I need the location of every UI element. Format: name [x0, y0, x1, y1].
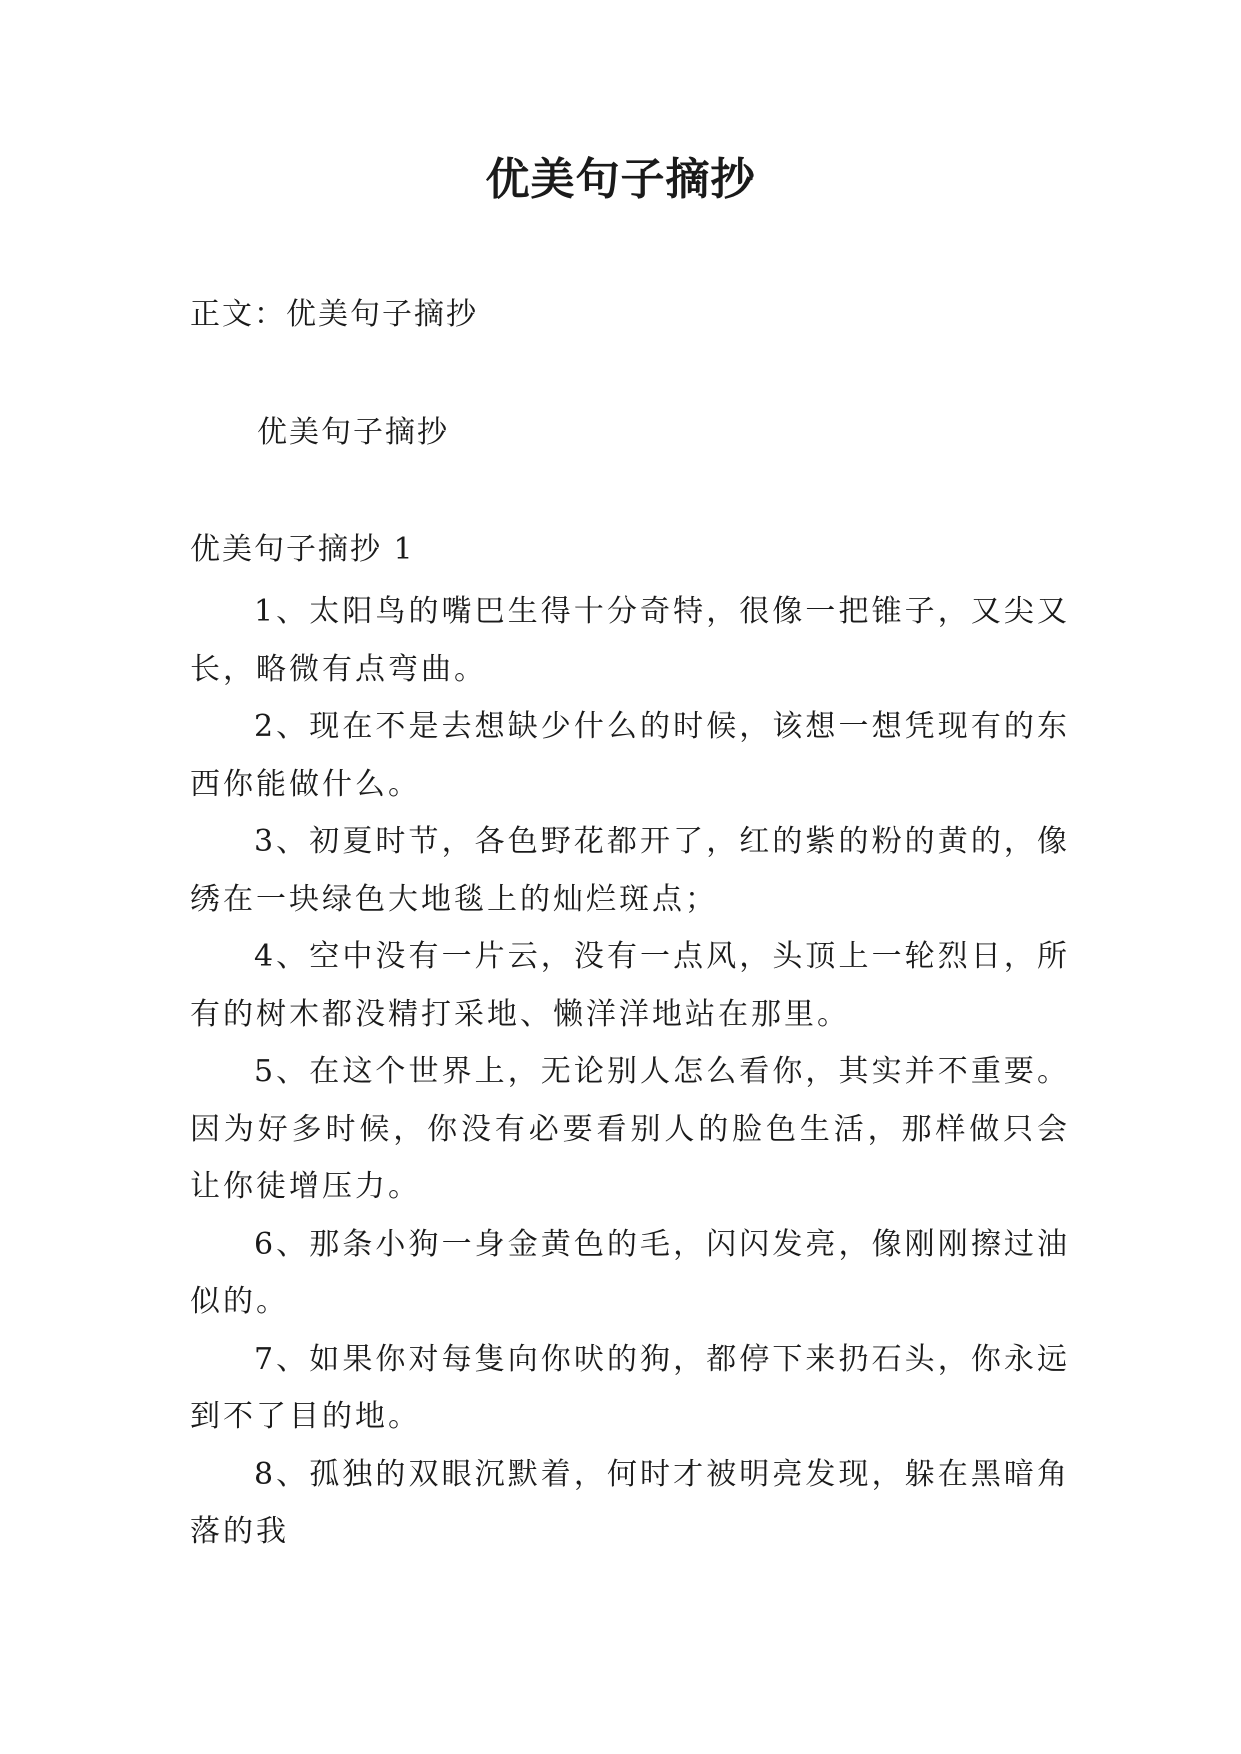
sentence-paragraph-1: 1、太阳鸟的嘴巴生得十分奇特，很像一把锥子，又尖又长，略微有点弯曲。 [190, 594, 1070, 687]
sentence-paragraph-6: 6、那条小狗一身金黄色的毛，闪闪发亮，像刚刚擦过油似的。 [190, 1226, 1070, 1319]
sentence-paragraph-4: 4、空中没有一片云，没有一点风，头顶上一轮烈日，所有的树木都没精打采地、懒洋洋地站在那里。 [190, 939, 1070, 1032]
body-label-line: 正文：优美句子摘抄 [190, 297, 478, 332]
sentence-paragraph-8: 8、孤独的双眼沉默着，何时才被明亮发现，躲在黑暗角落的我 [190, 1456, 1070, 1549]
sentence-paragraph-3: 3、初夏时节，各色野花都开了，红的紫的粉的黄的，像绣在一块绿色大地毯上的灿烂斑点； [190, 824, 1070, 917]
document-title: 优美句子摘抄 [485, 154, 756, 205]
sentence-paragraph-2: 2、现在不是去想缺少什么的时候，该想一想凭现有的东西你能做什么。 [190, 709, 1070, 802]
document-subtitle: 优美句子摘抄 [257, 415, 449, 450]
section-heading: 优美句子摘抄 1 [190, 532, 415, 567]
sentence-list [190, 583, 1070, 1561]
sentence-paragraph-7: 7、如果你对每隻向你吠的狗，都停下来扔石头，你永远到不了目的地。 [190, 1341, 1070, 1434]
sentence-paragraph-5: 5、在这个世界上，无论别人怎么看你，其实并不重要。因为好多时候，你没有必要看别人的脸色生活，那样做只会让你徒增压力。 [190, 1054, 1070, 1204]
